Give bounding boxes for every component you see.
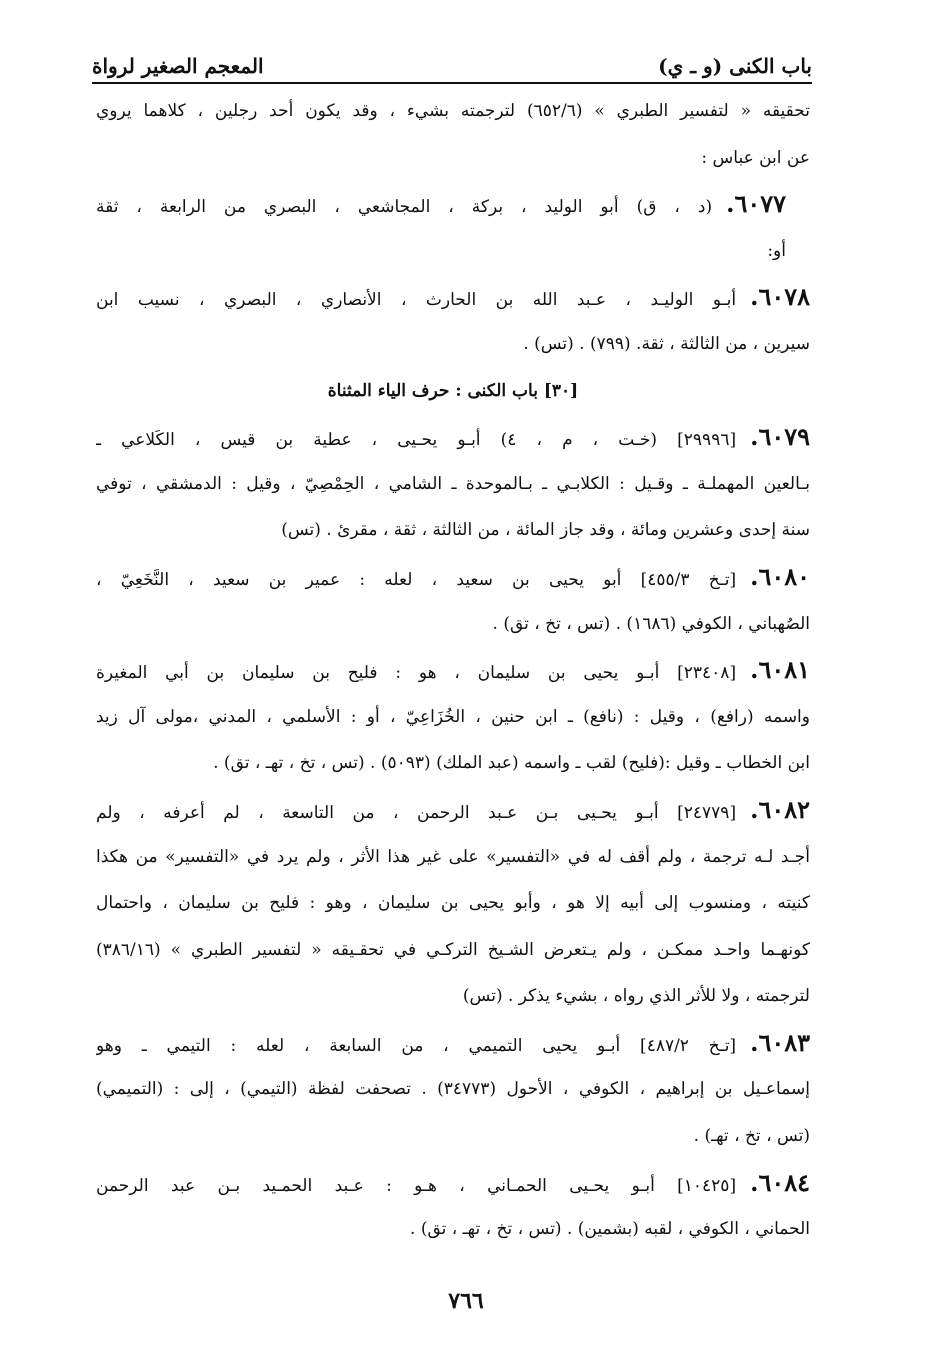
line-text: سنة إحدى وعشرين ومائة ، وقد جاز المائة ، من الثالثة ، ثقة ، مقرئ . (تس) bbox=[281, 520, 810, 541]
running-header bbox=[92, 38, 812, 78]
text-line bbox=[96, 135, 810, 182]
entry-number: ٦٠٨٣. bbox=[750, 1027, 810, 1057]
line-text: [١٠٤٢٥] أبـو يحـيى الحمـاني ، هـو : عـبد الحمـيد بـن عبد الرحمن bbox=[96, 1175, 737, 1196]
page-body bbox=[96, 88, 810, 1253]
line-text: [٣٠] باب الكنى : حرف الياء المثناة bbox=[327, 380, 579, 401]
text-line bbox=[96, 1113, 810, 1160]
line-text: (تس ، تخ ، تهـ) . bbox=[693, 1126, 810, 1147]
section-heading bbox=[96, 368, 810, 415]
header-rule bbox=[92, 82, 812, 84]
header-chapter-title: باب الكنى (و ـ ي) bbox=[658, 54, 812, 78]
text-line bbox=[96, 834, 810, 881]
text-line bbox=[96, 507, 810, 554]
text-line bbox=[96, 554, 810, 601]
line-text: أجـد لـه ترجمة ، ولم أقف له في «التفسير» على غير هذا الأثر ، ولم يرد في «التفسير» من هكذا bbox=[96, 846, 810, 867]
line-text: [تـخ ٤٥٥/٣] أبو يحيى بن سعيد ، لعله : عمير بن سعيد ، النَّخَعِيّ ، bbox=[96, 569, 737, 590]
text-line bbox=[96, 787, 810, 834]
line-text: [٢٤٧٧٩] أبـو يحـيى بـن عـبد الرحمن ، من التاسعة ، لم أعرفه ، ولم bbox=[96, 802, 737, 823]
text-line bbox=[96, 694, 810, 741]
line-text: أو: bbox=[767, 240, 786, 261]
line-text: أبـو الوليـد ، عـبد الله بن الحارث ، الأنصاري ، البصري ، نسيب ابن bbox=[96, 290, 737, 311]
line-text: واسمه (رافع) ، وقيل : (نافع) ـ ابن حنين ، الخُزَاعِيّ ، أو : الأسلمي ، المدني ،مولى آل زيد bbox=[96, 706, 810, 727]
text-line bbox=[96, 181, 810, 228]
entry-number: ٦٠٨٢. bbox=[750, 794, 810, 824]
text-line bbox=[96, 880, 810, 927]
line-text: [٢٣٤٠٨] أبـو يحيى بن سليمان ، هو : فليح بن سليمان بن أبي المغيرة bbox=[96, 663, 737, 684]
text-line bbox=[96, 1066, 810, 1113]
text-line bbox=[96, 740, 810, 787]
text-line bbox=[96, 461, 810, 508]
line-text: الصُهباني ، الكوفي (١٦٨٦) . (تس ، تخ ، تق) . bbox=[492, 613, 810, 634]
line-text: الحماني ، الكوفي ، لقبه (بشمين) . (تس ، تخ ، تهـ ، تق) . bbox=[410, 1219, 810, 1240]
text-line bbox=[96, 321, 810, 368]
entry-number: ٦٠٨٤. bbox=[750, 1167, 810, 1197]
header-book-title: المعجم الصغير لرواة bbox=[92, 54, 264, 78]
line-text: لترجمته ، ولا للأثر الذي رواه ، بشيء يذكر . (تس) bbox=[462, 986, 810, 1007]
entry-number: ٦٠٧٩. bbox=[750, 422, 810, 452]
line-text: بـالعين المهملـة ـ وقـيل : الكلابـي ـ بـالموحدة ـ الشامي ، الحِمْصِيّ ، وقيل : الدمشقي ، توفي bbox=[96, 473, 810, 494]
line-text: ابن الخطاب ـ وقيل :(فليح) لقب ـ واسمه (عبد الملك) (٥٠٩٣) . (تس ، تخ ، تهـ ، تق) . bbox=[213, 753, 810, 774]
line-text: [تـخ ٤٨٧/٢] أبـو يحيى التميمي ، من السابعة ، لعله : التيمي ـ وهو bbox=[96, 1035, 737, 1056]
text-line bbox=[96, 414, 810, 461]
text-line bbox=[96, 1206, 810, 1253]
line-text: [٢٩٩٩٦] (خـت ، م ، ٤) أبـو يحـيى ، عطية بن قيس ، الكَلاعي ـ bbox=[96, 430, 737, 451]
text-line bbox=[96, 1020, 810, 1067]
text-line bbox=[96, 601, 810, 648]
text-line bbox=[96, 274, 810, 321]
line-text: كونهـما واحـد ممكـن ، ولم يـتعرض الشـيخ التركـي في تحقـيقه « لتفسير الطبري » (٣٨٦/١٦) bbox=[96, 939, 810, 960]
line-text: (د ، ق) أبو الوليد ، بركة ، المجاشعي ، البصري من الرابعة ، ثقة bbox=[96, 197, 713, 218]
page-number: ٧٦٦ bbox=[448, 1288, 484, 1314]
text-line bbox=[96, 88, 810, 135]
entry-number: ٦٠٧٨. bbox=[750, 282, 810, 312]
entry-number: ٦٠٨١. bbox=[750, 655, 810, 685]
text-line bbox=[96, 228, 810, 275]
line-text: سيرين ، من الثالثة ، ثقة. (٧٩٩) . (تس) . bbox=[523, 333, 810, 354]
line-text: تحقيقه « لتفسير الطبري » (٦٥٢/٦) لترجمته بشيء ، وقد يكون أحد رجلين ، كلاهما يروي bbox=[96, 101, 810, 121]
text-line bbox=[96, 927, 810, 974]
line-text: عن ابن عباس : bbox=[701, 147, 810, 168]
text-line bbox=[96, 1160, 810, 1207]
entry-number: ٦٠٧٧. bbox=[726, 189, 786, 219]
text-line bbox=[96, 973, 810, 1020]
entry-number: ٦٠٨٠. bbox=[750, 561, 810, 591]
text-line bbox=[96, 647, 810, 694]
line-text: إسماعـيل بن إبراهيم ، الكوفي ، الأحول (٣٤٧٧٣) . تصحفت لفظة (التيمي) ، إلى : (التميمي) bbox=[96, 1079, 810, 1100]
line-text: كنيته ، ومنسوب إلى أبيه إلا هو ، وأبو يحيى بن سليمان ، وهو : فليح بن سليمان ، واحتمال bbox=[96, 893, 810, 914]
